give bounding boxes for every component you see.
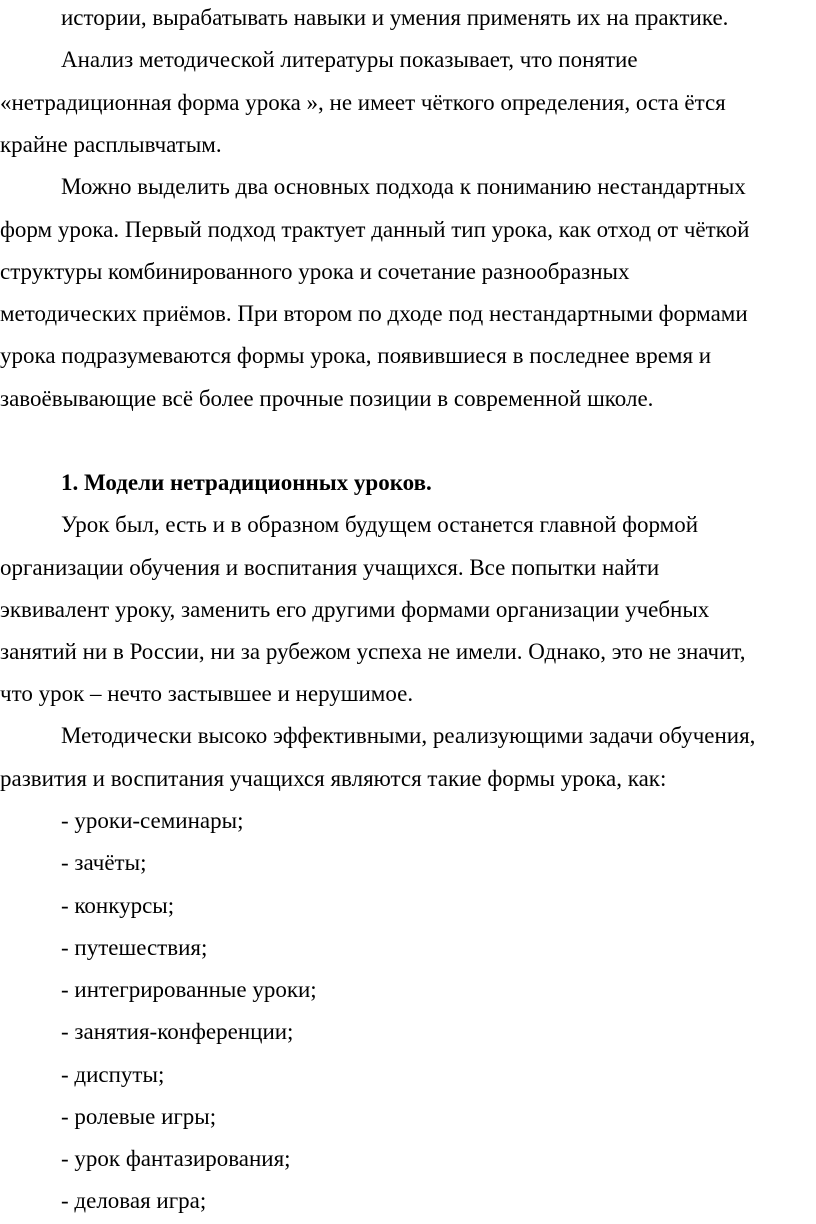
paragraph-2-line-1: Анализ методической литературы показывает, что понятие bbox=[61, 47, 638, 72]
paragraph-4-line-2: организации обучения и воспитания учащихся. Все попытки найти bbox=[0, 555, 660, 580]
list-item: - урок фантазирования; bbox=[61, 1146, 291, 1171]
list-item: - конкурсы; bbox=[61, 893, 175, 918]
list-item: - зачёты; bbox=[61, 850, 147, 875]
paragraph-2-line-3: крайне расплывчатым. bbox=[0, 132, 222, 157]
paragraph-3-line-6: завоёвывающие всё более прочные позиции в современной школе. bbox=[0, 386, 654, 411]
list-item: - диспуты; bbox=[61, 1062, 165, 1087]
paragraph-3-line-2: форм урока. Первый подход трактует данный тип урока, как отход от чёткой bbox=[0, 217, 750, 242]
paragraph-1-line-1: истории, вырабатывать навыки и умения применять их на практике. bbox=[61, 5, 729, 30]
paragraph-5-line-2: развития и воспитания учащихся являются такие формы урока, как: bbox=[0, 766, 667, 791]
paragraph-4-line-3: эквивалент уроку, заменить его другими формами организации учебных bbox=[0, 597, 710, 622]
section-heading: 1. Модели нетрадиционных уроков. bbox=[61, 470, 432, 495]
list-item: - занятия-конференции; bbox=[61, 1019, 294, 1044]
paragraph-4-line-5: что урок – нечто застывшее и нерушимое. bbox=[0, 681, 414, 706]
list-item: - деловая игра; bbox=[61, 1188, 207, 1213]
paragraph-3-line-4: методических приёмов. При втором по дходе под нестандартными формами bbox=[0, 301, 748, 326]
paragraph-4-line-4: занятий ни в России, ни за рубежом успеха не имели. Однако, это не значит, bbox=[0, 639, 746, 664]
list-item: - уроки-семинары; bbox=[61, 808, 244, 833]
paragraph-3-line-5: урока подразумеваются формы урока, появившиеся в последнее время и bbox=[0, 343, 712, 368]
paragraph-3-line-1: Можно выделить два основных подхода к пониманию нестандартных bbox=[61, 174, 746, 199]
paragraph-3-line-3: структуры комбинированного урока и сочетание разнообразных bbox=[0, 259, 630, 284]
paragraph-5-line-1: Методически высоко эффективными, реализующими задачи обучения, bbox=[61, 723, 756, 748]
paragraph-4-line-1: Урок был, есть и в образном будущем останется главной формой bbox=[61, 512, 699, 537]
list-item: - ролевые игры; bbox=[61, 1104, 217, 1129]
paragraph-2-line-2: «нетрадиционная форма урока », не имеет чёткого определения, оста ётся bbox=[0, 90, 726, 115]
list-item: - путешествия; bbox=[61, 935, 208, 960]
list-item: - интегрированные уроки; bbox=[61, 977, 317, 1002]
